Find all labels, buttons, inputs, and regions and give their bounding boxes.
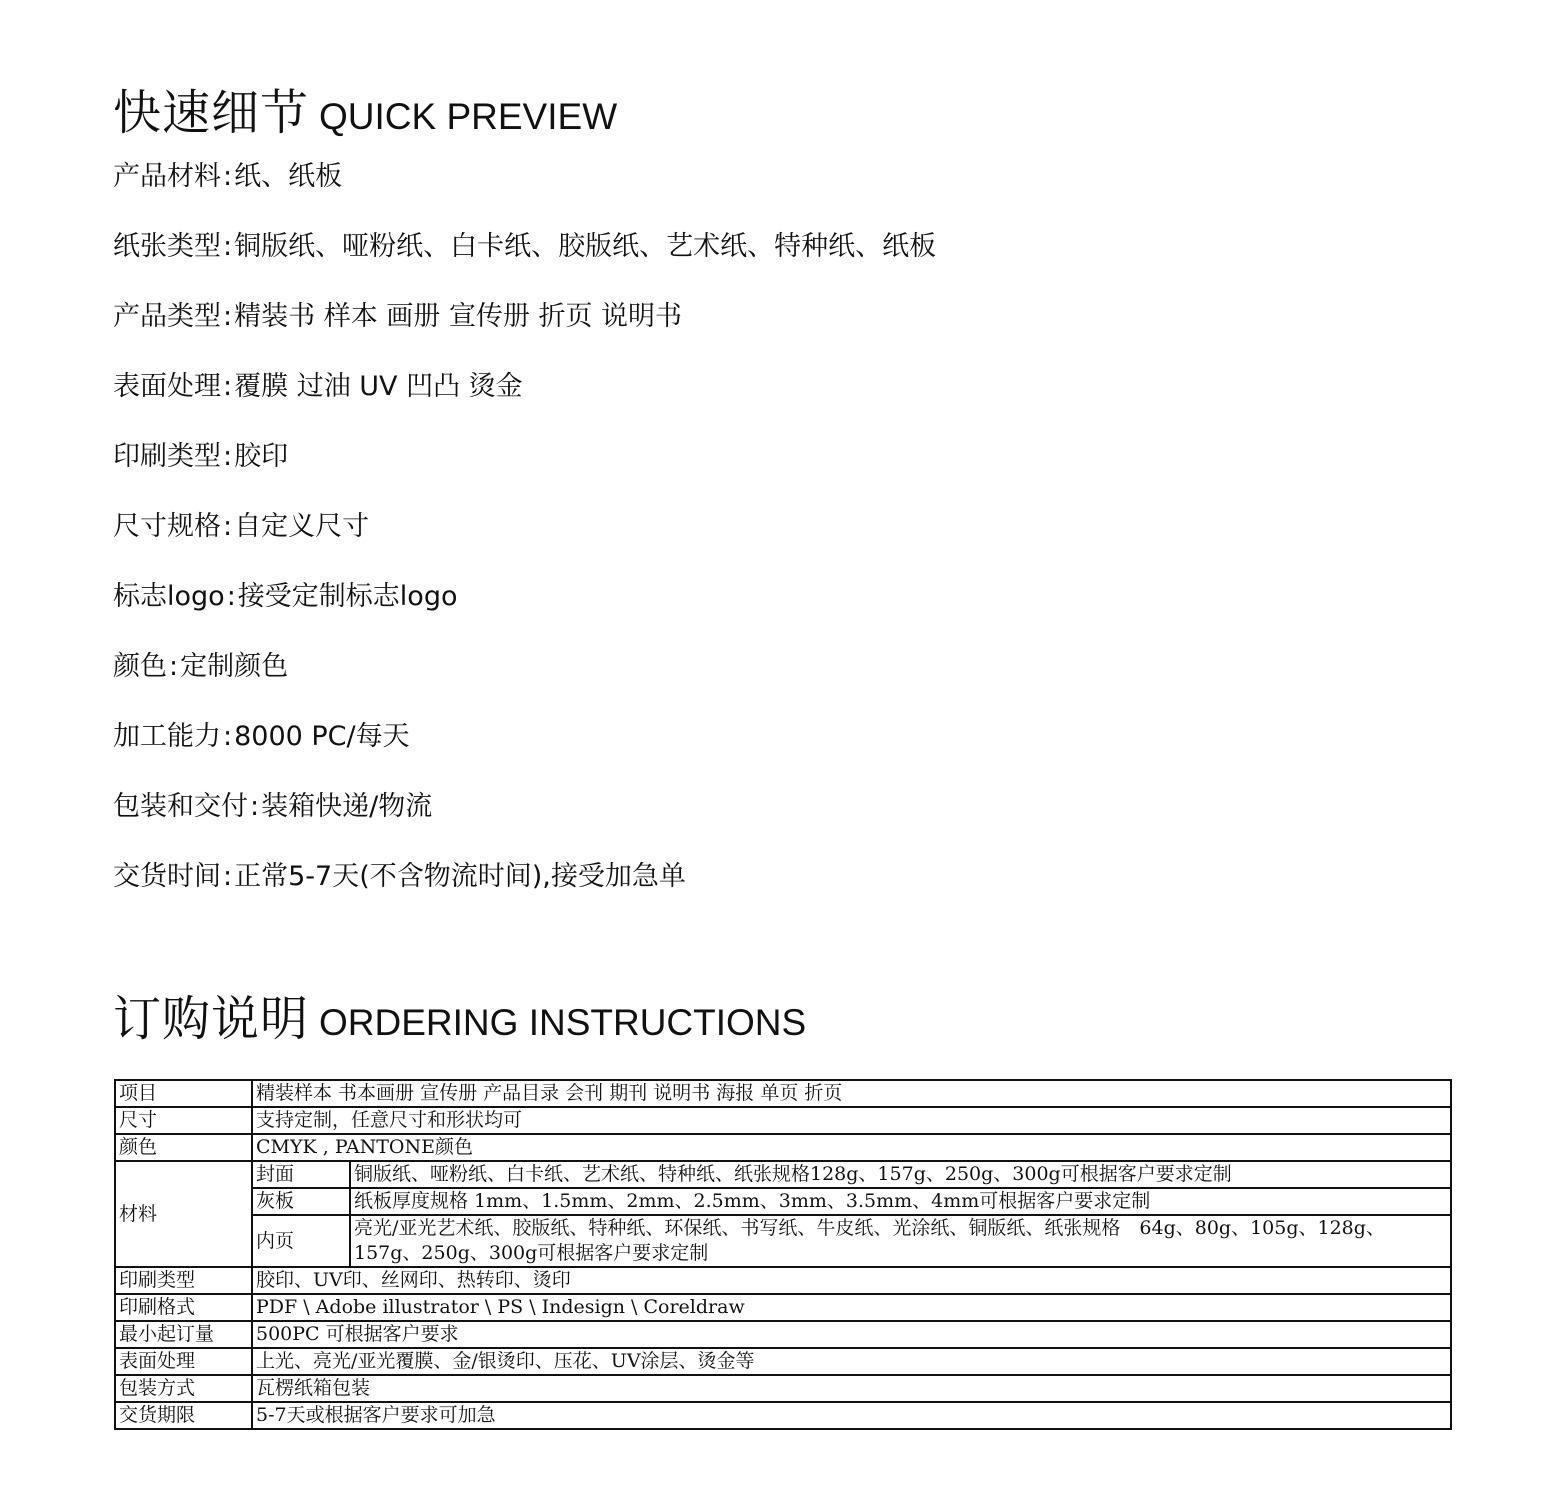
qp-separator: : [223, 371, 233, 402]
qp-item-size [113, 504, 936, 574]
qp-value: 定制颜色 [180, 651, 289, 682]
ordering-title [113, 980, 806, 1049]
row-value: 支持定制，任意尺寸和形状均可 [252, 1107, 1451, 1134]
qp-item-delivery [113, 854, 936, 924]
ordering-title-zh: 订购说明 [113, 991, 310, 1047]
qp-item-packaging [113, 784, 936, 854]
qp-separator: : [223, 161, 233, 192]
row-label: 印刷格式 [115, 1294, 252, 1321]
qp-label: 印刷类型 [113, 441, 221, 472]
qp-item-logo [113, 574, 936, 644]
sub-row-value: 铜版纸、哑粉纸、白卡纸、艺术纸、特种纸、纸张规格128g、157g、250g、300g可根据客户要求定制 [350, 1161, 1451, 1188]
sub-row-value: 亮光/亚光艺术纸、胶版纸、特种纸、环保纸、书写纸、牛皮纸、光涂纸、铜版纸、纸张规格 64g、80g、105g、128g、157g、250g、300g可根据客户要求定制 [350, 1215, 1451, 1267]
quick-preview-title-zh: 快速细节 [113, 85, 310, 141]
table-row [115, 1107, 1451, 1134]
quick-preview-title [113, 74, 617, 143]
row-label: 最小起订量 [115, 1321, 252, 1348]
qp-label: 纸张类型 [113, 231, 221, 262]
qp-separator: : [223, 301, 233, 332]
table-row [115, 1267, 1451, 1294]
row-label: 包装方式 [115, 1375, 252, 1402]
qp-separator: : [226, 581, 236, 612]
row-label: 尺寸 [115, 1107, 252, 1134]
row-label: 项目 [115, 1080, 252, 1107]
table-row [115, 1321, 1451, 1348]
table-row [115, 1134, 1451, 1161]
table-row [115, 1080, 1451, 1107]
table-row [115, 1375, 1451, 1402]
qp-label: 表面处理 [113, 371, 221, 402]
quick-preview-title-en: QUICK PREVIEW [319, 96, 618, 137]
qp-value: 装箱快递/物流 [261, 791, 433, 822]
qp-value: 8000 PC/每天 [234, 721, 410, 752]
qp-item-surface [113, 364, 936, 434]
quick-preview-list [113, 154, 936, 924]
row-label: 交货期限 [115, 1402, 252, 1429]
table-row [115, 1215, 1451, 1267]
qp-label: 尺寸规格 [113, 511, 221, 542]
qp-value: 胶印 [234, 441, 289, 472]
qp-item-material [113, 154, 936, 224]
qp-separator: : [250, 791, 260, 822]
qp-label: 产品材料 [113, 161, 221, 192]
qp-separator: : [169, 651, 179, 682]
table-row [115, 1161, 1451, 1188]
qp-item-print-type [113, 434, 936, 504]
qp-item-product-type [113, 294, 936, 364]
sub-row-label: 内页 [252, 1215, 350, 1267]
qp-value: 正常5-7天(不含物流时间),接受加急单 [234, 861, 686, 892]
qp-value: 接受定制标志logo [237, 581, 458, 612]
qp-value: 纸、纸板 [234, 161, 343, 192]
qp-value: 精装书 样本 画册 宣传册 折页 说明书 [234, 301, 683, 332]
table-row [115, 1188, 1451, 1215]
qp-separator: : [223, 861, 233, 892]
row-value: 上光、亮光/亚光覆膜、金/银烫印、压花、UV涂层、烫金等 [252, 1348, 1451, 1375]
sub-row-value: 纸板厚度规格 1mm、1.5mm、2mm、2.5mm、3mm、3.5mm、4mm可根据客户要求定制 [350, 1188, 1451, 1215]
qp-separator: : [223, 511, 233, 542]
qp-item-color [113, 644, 936, 714]
qp-item-paper-type [113, 224, 936, 294]
row-label: 表面处理 [115, 1348, 252, 1375]
qp-value: 铜版纸、哑粉纸、白卡纸、胶版纸、艺术纸、特种纸、纸板 [234, 231, 937, 262]
qp-label: 包装和交付 [113, 791, 248, 822]
sub-row-label: 封面 [252, 1161, 350, 1188]
table-row [115, 1294, 1451, 1321]
qp-label: 加工能力 [113, 721, 221, 752]
row-value: 5-7天或根据客户要求可加急 [252, 1402, 1451, 1429]
row-label: 印刷类型 [115, 1267, 252, 1294]
row-value: 精装样本 书本画册 宣传册 产品目录 会刊 期刊 说明书 海报 单页 折页 [252, 1080, 1451, 1107]
row-value: CMYK , PANTONE颜色 [252, 1134, 1451, 1161]
qp-item-capacity [113, 714, 936, 784]
sub-row-label: 灰板 [252, 1188, 350, 1215]
qp-separator: : [223, 441, 233, 472]
qp-value: 自定义尺寸 [234, 511, 370, 542]
table-row [115, 1348, 1451, 1375]
qp-separator: : [223, 721, 233, 752]
row-label: 材料 [115, 1161, 252, 1267]
ordering-title-en: ORDERING INSTRUCTIONS [319, 1002, 807, 1043]
row-value: 胶印、UV印、丝网印、热转印、烫印 [252, 1267, 1451, 1294]
table-row [115, 1402, 1451, 1429]
qp-label: 标志logo [113, 581, 225, 612]
ordering-table [114, 1079, 1452, 1430]
qp-separator: : [223, 231, 233, 262]
row-label: 颜色 [115, 1134, 252, 1161]
qp-label: 产品类型 [113, 301, 221, 332]
row-value: 500PC 可根据客户要求 [252, 1321, 1451, 1348]
qp-label: 颜色 [113, 651, 167, 682]
row-value: 瓦楞纸箱包装 [252, 1375, 1451, 1402]
qp-label: 交货时间 [113, 861, 221, 892]
row-value: PDF \ Adobe illustrator \ PS \ Indesign \ Coreldraw [252, 1294, 1451, 1321]
qp-value: 覆膜 过油 UV 凹凸 烫金 [234, 371, 523, 402]
